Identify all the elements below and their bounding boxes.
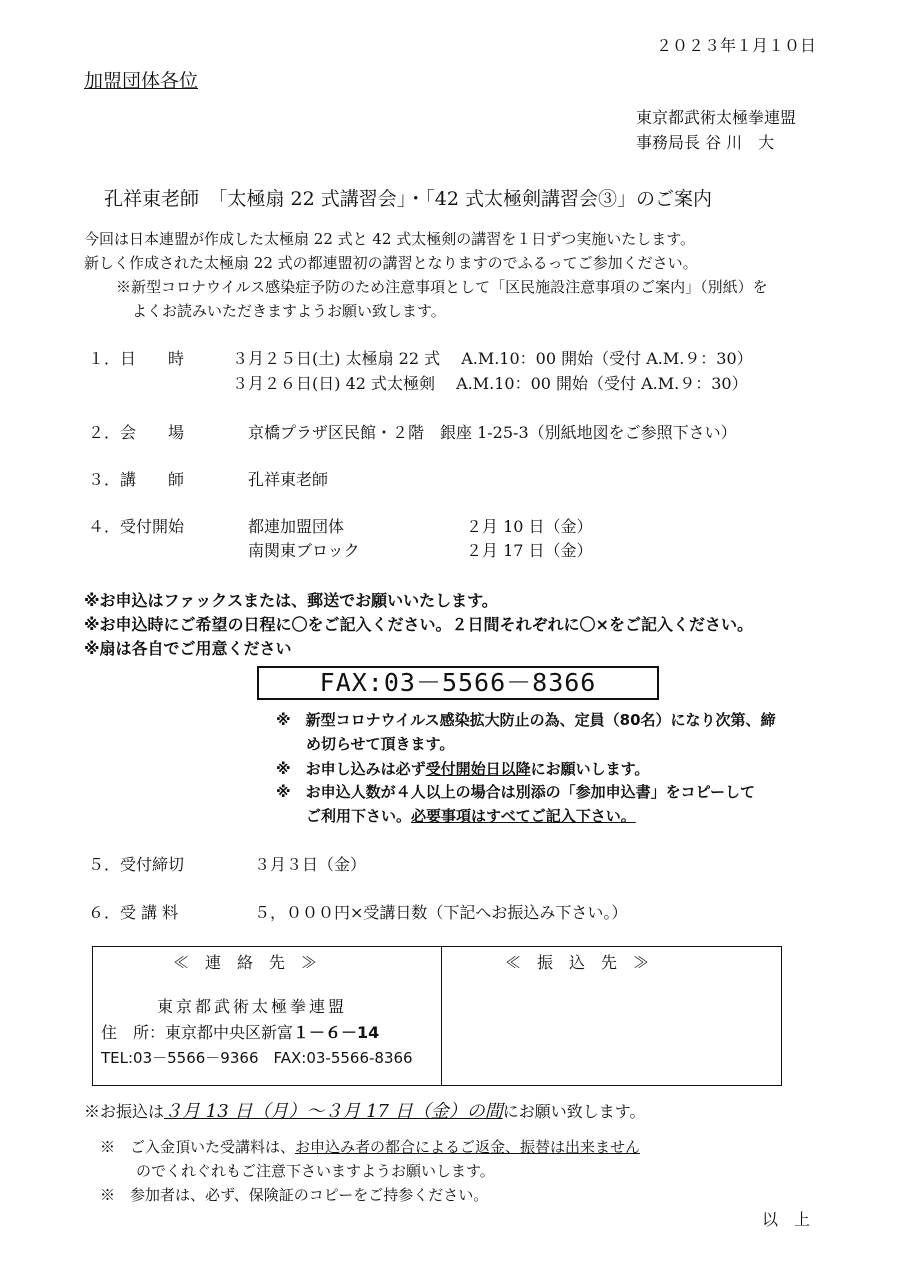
- reception-group: 南関東ブロック: [248, 541, 360, 560]
- footer-note: のでくれぐれもご注意下さいますようお願いします。: [136, 1162, 495, 1180]
- date-line-2: ３月２６日(日) 42 式太極剣 A.M.10：00 開始（受付 A.M.９：30）: [232, 374, 748, 393]
- fax-note-text: ※ お申し込みは必ず: [276, 760, 426, 778]
- contact-address: [101, 1023, 379, 1042]
- sender-person: 事務局長 谷 川 大: [636, 133, 775, 152]
- intro-line: 今回は日本連盟が作成した太極扇 22 式と 42 式太極剣の講習を１日ずつ実施いたします。: [84, 230, 696, 248]
- fax-note-text: ご利用下さい。: [306, 807, 412, 825]
- intro-note: ※新型コロナウイルス感染症予防のため注意事項として「区民施設注意事項のご案内」（別紙）を: [116, 278, 768, 296]
- fee-label: ６．受 講 料: [88, 903, 179, 922]
- deadline-label: ５．受付締切: [88, 855, 185, 874]
- fax-note-underlined: 受付開始日以降: [425, 760, 531, 778]
- fax-note: [306, 807, 636, 825]
- document-date: ２０２３年１月１０日: [655, 36, 816, 55]
- box-divider: [441, 947, 442, 1085]
- payment-period: ３月 13 日（月）～３月 17 日（金）の間: [164, 1101, 503, 1122]
- footer-note-text: ※ ご入金頂いた受講料は、: [100, 1138, 296, 1156]
- contact-heading: ≪ 連 絡 先 ≫: [173, 953, 318, 972]
- notice-bold: ※お申込はファックスまたは、郵送でお願いいたします。: [84, 591, 498, 610]
- instructor-label: ３．講 師: [88, 470, 185, 489]
- reception-date: ２月 17 日（金）: [466, 541, 593, 560]
- contact-org: 東京都武術太極拳連盟: [157, 997, 348, 1016]
- fee: ５，０００円×受講日数（下記へお振込み下さい。）: [254, 903, 628, 922]
- fax-note-underlined: 必要事項はすべてご記入下さい。: [411, 807, 636, 825]
- reception-label: ４．受付開始: [88, 517, 185, 536]
- date-line-1: ３月２５日(土) 太極扇 22 式 A.M.10：00 開始（受付 A.M.９：30）: [232, 349, 753, 368]
- address-text: 住 所：東京都中央区新富: [101, 1023, 294, 1042]
- contact-phones: TEL:03－5566－9366 FAX:03-5566-8366: [101, 1049, 413, 1067]
- fax-note: ※ お申込人数が４人以上の場合は別添の「参加申込書」をコピーして: [276, 783, 755, 801]
- fax-note-text: にお願いします。: [530, 760, 650, 778]
- notice-bold: ※お申込時にご希望の日程に〇をご記入ください。２日間それぞれに〇×をご記入ください。: [84, 615, 753, 634]
- transfer-heading: ≪ 振 込 先 ≫: [505, 953, 650, 972]
- contact-transfer-box: [92, 946, 782, 1086]
- address-number: １－６－14: [293, 1023, 380, 1042]
- notice-bold: ※扇は各自でご用意ください: [84, 639, 292, 658]
- intro-note: よくお読みいただきますようお願い致します。: [132, 302, 446, 320]
- fax-note: [276, 760, 649, 778]
- fax-number-box: FAX:03－5566－8366: [257, 666, 659, 700]
- payment-text: にお願い致します。: [502, 1102, 646, 1121]
- payment-period-line: [84, 1101, 645, 1123]
- deadline: ３月３日（金）: [254, 855, 367, 874]
- reception-date: ２月 10 日（金）: [466, 517, 593, 536]
- sender-org: 東京都武術太極拳連盟: [636, 108, 797, 127]
- instructor: 孔祥東老師: [248, 470, 329, 489]
- footer-note: ※ 参加者は、必ず、保険証のコピーをご持参ください。: [100, 1186, 489, 1204]
- closing: 以 上: [762, 1210, 811, 1229]
- payment-text: ※お振込は: [84, 1102, 165, 1121]
- footer-note: [100, 1138, 640, 1156]
- venue: 京橋プラザ区民館・２階 銀座 1-25-3（別紙地図をご参照下さい）: [248, 423, 737, 442]
- intro-line: 新しく作成された太極扇 22 式の都連盟初の講習となりますのでふるってご参加ください。: [84, 254, 698, 272]
- reception-group: 都連加盟団体: [248, 517, 345, 536]
- fax-note: ※ 新型コロナウイルス感染拡大防止の為、定員（80名）になり次第、締: [276, 711, 776, 729]
- venue-label: ２．会 場: [88, 423, 185, 442]
- addressee: 加盟団体各位: [84, 70, 199, 92]
- fax-note: め切らせて頂きます。: [306, 735, 455, 753]
- footer-note-underlined: お申込み者の都合によるご返金、振替は出来ません: [295, 1138, 641, 1156]
- date-label: １．日 時: [88, 349, 185, 368]
- document-title: 孔祥東老師 「太極扇 22 式講習会」・「42 式太極剣講習会③」のご案内: [104, 188, 712, 210]
